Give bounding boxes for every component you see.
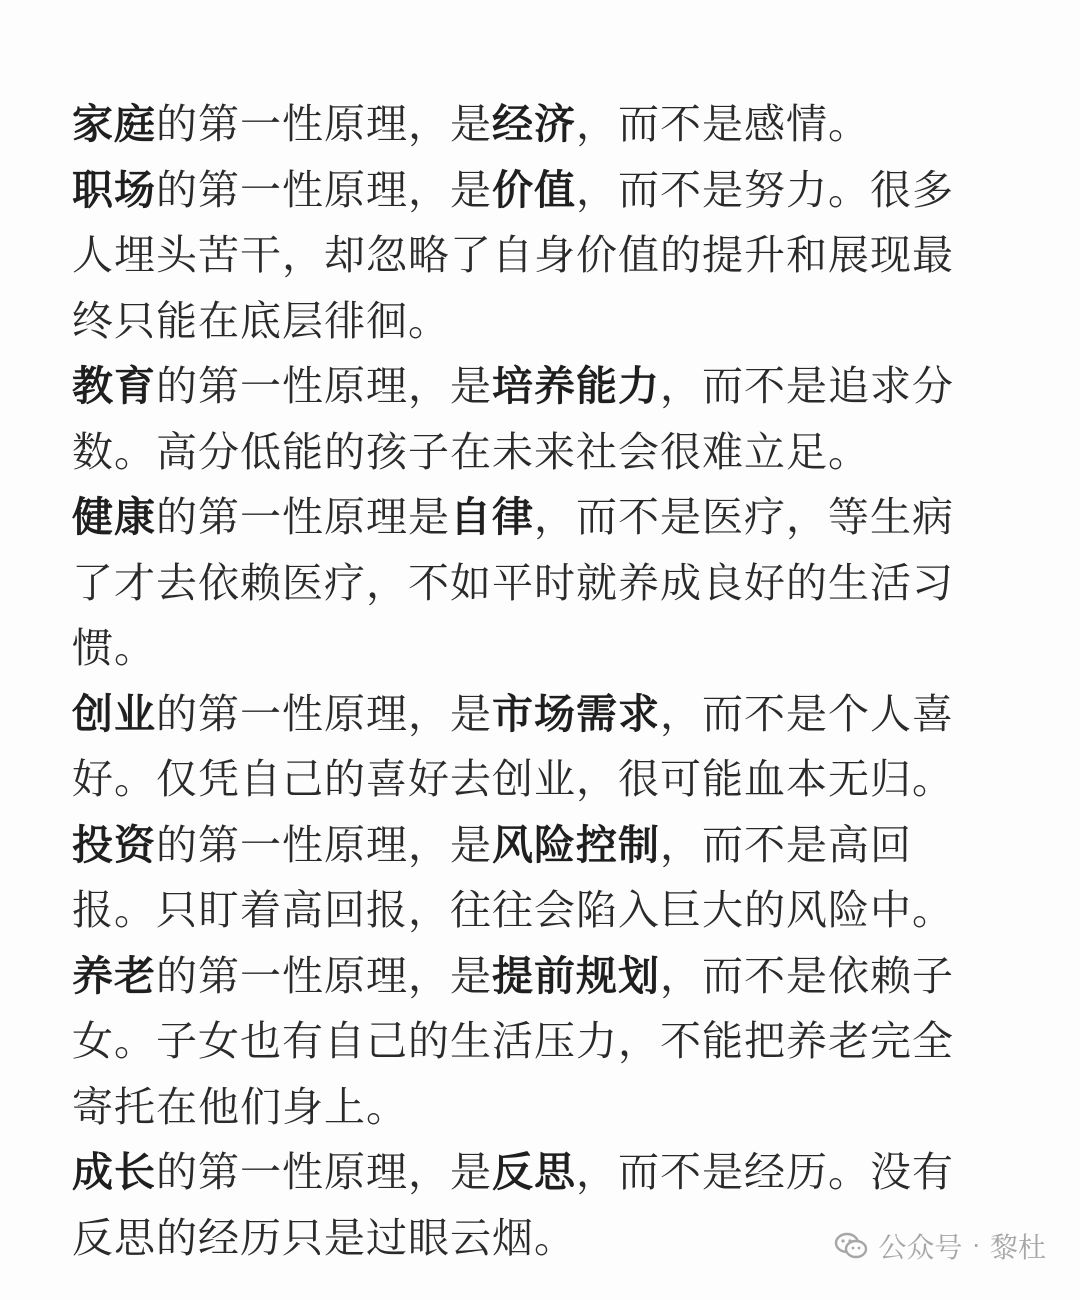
paragraph-text: ，而不是医疗，等生病了才去依赖医疗，不如平时就养成良好的生活习惯。 [72,493,954,672]
paragraph-text: ，而不是高回报。只盯着高回报，往往会陷入巨大的风险中。 [72,820,954,934]
key-principle: 风险控制 [492,820,660,869]
topic-workplace: 职场 [72,165,156,214]
wechat-official-account-icon [834,1231,868,1261]
watermark-separator: · [972,1232,980,1260]
paragraph-text: 的第一性原理，是 [156,165,492,214]
key-principle: 自律 [450,493,534,541]
topic-investment: 投资 [72,820,156,869]
paragraph-text: 的第一性原理，是 [156,951,492,1000]
watermark [834,1226,1046,1266]
key-principle: 提前规划 [492,951,660,1000]
topic-growth: 成长 [72,1148,156,1196]
topic-family: 家庭 [72,100,156,148]
topic-retirement: 养老 [72,951,156,1000]
paragraph-text: 的第一性原理，是 [156,820,492,869]
paragraph-text: ，而不是经历。没有反思的经历只是过眼云烟。 [72,1148,954,1262]
key-principle: 反思 [492,1148,576,1196]
key-principle: 培养能力 [492,362,660,410]
paragraph-text: 的第一性原理，是 [156,1148,492,1196]
topic-startup: 创业 [72,689,156,738]
watermark-author: 黎杜 [989,1231,1046,1264]
paragraph-text: 的第一性原理，是 [156,362,492,410]
key-principle: 价值 [492,165,576,214]
topic-health: 健康 [72,493,156,541]
paragraph-text: ，而不是追求分数。高分低能的孩子在未来社会很难立足。 [72,362,954,476]
paragraph-text: ，而不是努力。很多人埋头苦干，却忽略了自身价值的提升和展现最终只能在底层徘徊。 [72,165,954,345]
paragraph-investment [72,813,992,944]
paragraph-health [72,485,992,682]
paragraph-startup [72,682,992,813]
key-principle: 市场需求 [492,689,660,738]
article-body [72,92,992,1271]
paragraph-text: ，而不是个人喜好。仅凭自己的喜好去创业，很可能血本无归。 [72,689,954,803]
topic-education: 教育 [72,362,156,410]
paragraph-family [72,92,992,158]
key-principle: 经济 [492,100,576,148]
paragraph-retirement [72,944,992,1141]
paragraph-text: ，而不是感情。 [576,100,870,148]
paragraph-workplace [72,158,992,355]
paragraph-text: 的第一性原理，是 [156,689,492,738]
paragraph-text: 的第一性原理，是 [156,100,492,148]
paragraph-text: ，而不是依赖子女。子女也有自己的生活压力，不能把养老完全寄托在他们身上。 [72,951,954,1131]
paragraph-text: 的第一性原理是 [156,493,450,541]
watermark-label: 公众号 [878,1231,963,1264]
paragraph-education [72,354,992,485]
